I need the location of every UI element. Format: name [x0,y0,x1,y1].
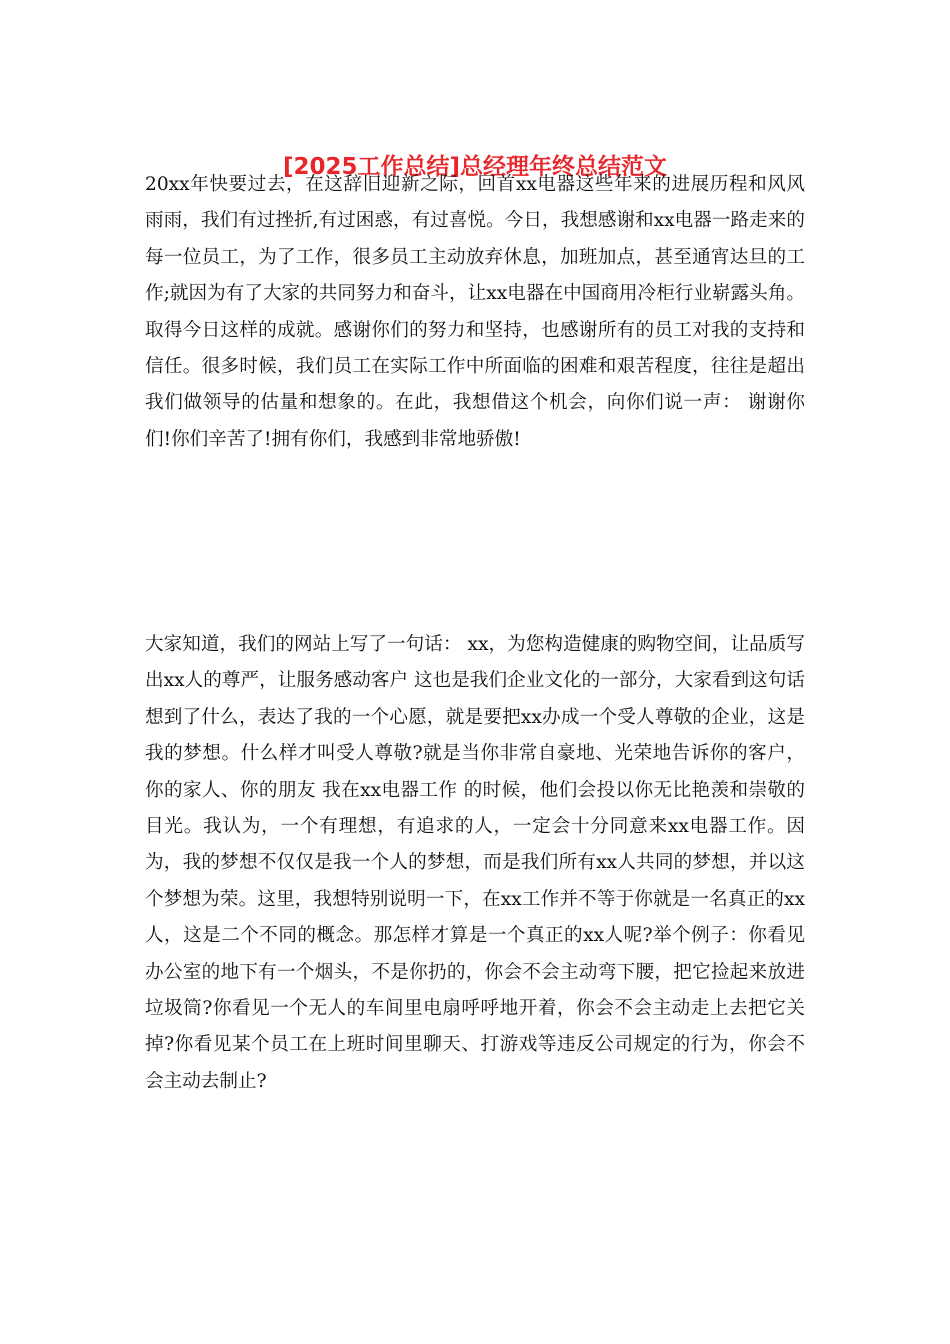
document-title: [2025工作总结]总经理年终总结范文 [282,154,668,180]
paragraph-1: 20xx年快要过去，在这辞旧迎新之际，回首xx电器这些年来的进展历程和风风雨雨，我们有过挫折,有过困惑，有过喜悦。今日，我想感谢和xx电器一路走来的每一位员工，为了工作，很多员工主动放弃休息，加班加点，甚至通宵达旦的工作;就因为有了大家的共同努力和奋斗，让xx电器在中国商用冷柜行业崭露头角。取得今日这样的成就。感谢你们的努力和坚持，也感谢所有的员工对我的支持和信任。很多时候，我们员工在实际工作中所面临的困难和艰苦程度，往往是超出我们做领导的估量和想象的。在此，我想借这个机会，向你们说一声： 谢谢你们!你们辛苦了!拥有你们，我感到非常地骄傲! [145,174,805,450]
paragraph-2: 大家知道，我们的网站上写了一句话： xx，为您构造健康的购物空间，让品质写出xx人的尊严，让服务感动客户 这也是我们企业文化的一部分，大家看到这句话想到了什么，表达了我的一个心愿，就是要把xx办成一个受人尊敬的企业，这是我的梦想。什么样才叫受人尊敬?就是当你非常自豪地、光荣地告诉你的客户，你的家人、你的朋友 我在xx电器工作 的时候，他们会投以你无比艳羡和崇敬的目光。我认为，一个有理想，有追求的人，一定会十分同意来xx电器工作。因为，我的梦想不仅仅是我一个人的梦想，而是我们所有xx人共同的梦想，并以这个梦想为荣。这里，我想特别说明一下，在xx工作并不等于你就是一名真正的xx人，这是二个不同的概念。那怎样才算是一个真正的xx人呢?举个例子：你看见办公室的地下有一个烟头，不是你扔的，你会不会主动弯下腰，把它捡起来放进垃圾筒?你看见一个无人的车间里电扇呼呼地开着，你会不会主动走上去把它关掉?你看见某个员工在上班时间里聊天、打游戏等违反公司规定的行为，你会不会主动去制止? [145,634,805,1092]
